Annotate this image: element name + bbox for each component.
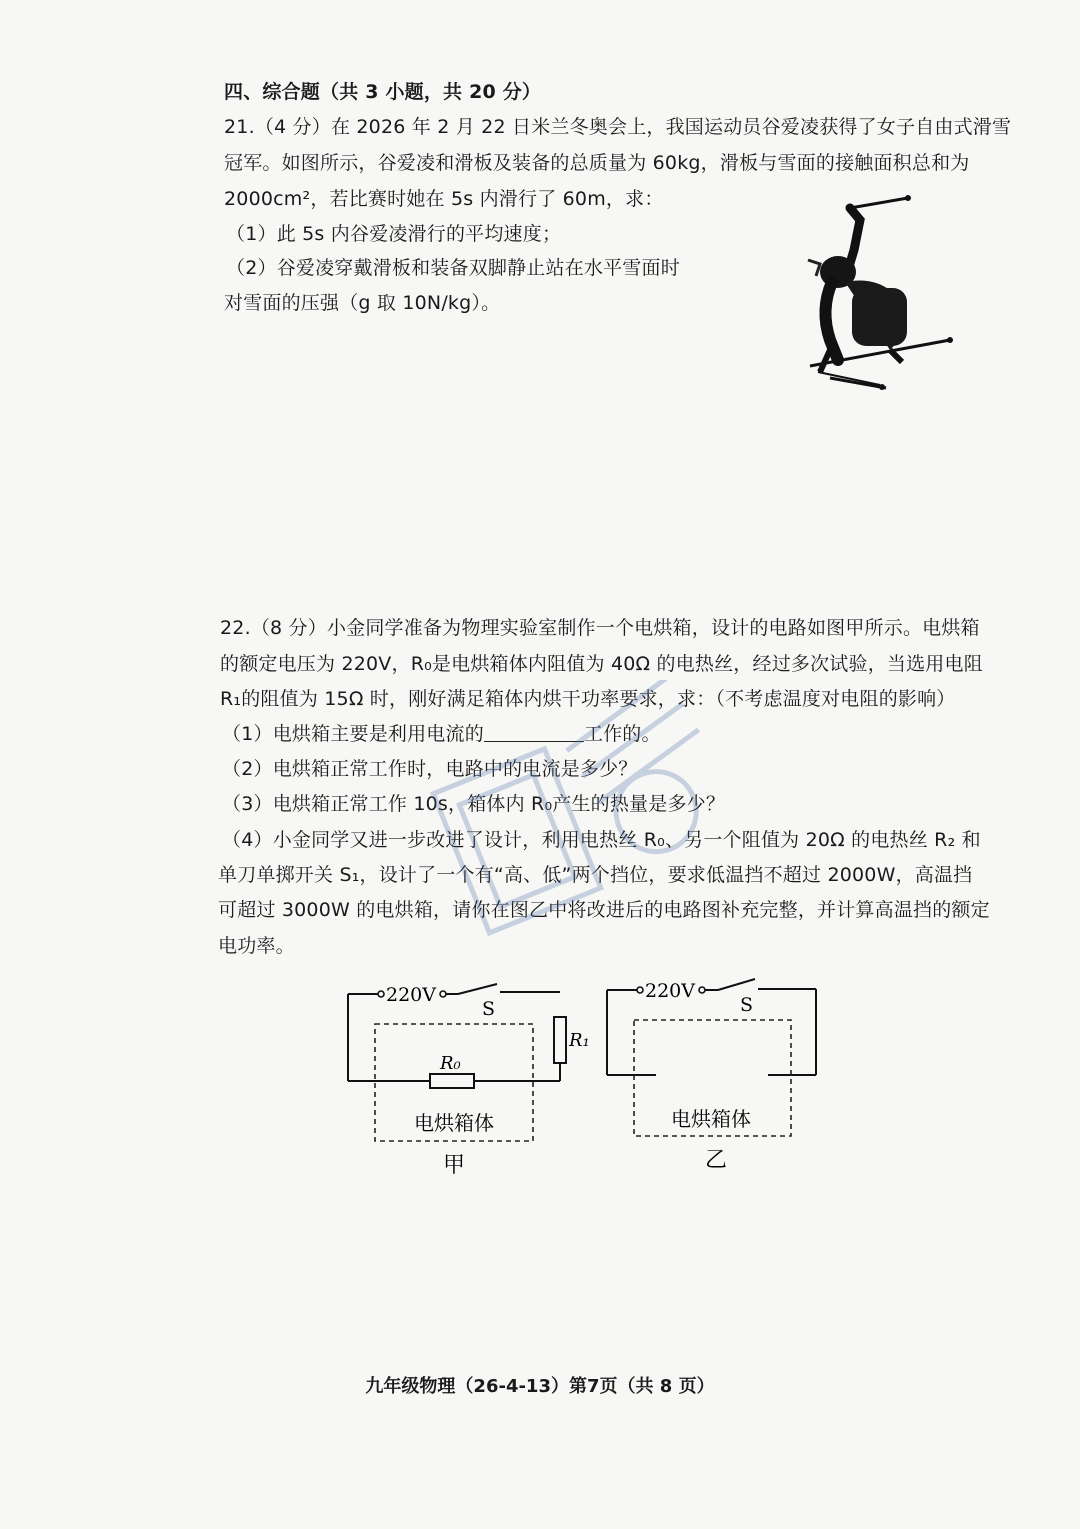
jia-voltage-label: 220V xyxy=(386,984,436,1006)
q22-sub-4-line-3: 可超过 3000W 的电烘箱，请你在图乙中将改进后的电路图补充完整，并计算高温挡的额定 xyxy=(218,899,990,921)
q21-sub-2a: （2）谷爱凌穿戴滑板和装备双脚静止站在水平雪面时 xyxy=(226,257,680,279)
jia-caption: 甲 xyxy=(442,1153,466,1178)
yi-voltage-label: 220V xyxy=(645,980,695,1002)
q22-sub-4-line-1: （4）小金同学又进一步改进了设计，利用电热丝 R₀、另一个阻值为 20Ω 的电热丝 R₂ 和 xyxy=(222,829,981,851)
yi-switch-label: S xyxy=(740,994,754,1016)
skier-figure xyxy=(790,190,970,395)
q21-line-1: 21.（4 分）在 2026 年 2 月 22 日米兰冬奥会上，我国运动员谷爱凌获得了女子自由式滑雪 xyxy=(224,116,1012,138)
jia-r0-resistor xyxy=(430,1074,474,1088)
q22-sub-4-line-2: 单刀单掷开关 S₁，设计了一个有“高、低”两个挡位，要求低温挡不超过 2000W，高温挡 xyxy=(218,864,973,886)
q22-sub-1-pre: （1）电烘箱主要是利用电流的 xyxy=(222,723,484,745)
jia-r1-label: R₁ xyxy=(569,1030,590,1051)
section-title: 四、综合题（共 3 小题，共 20 分） xyxy=(224,81,542,103)
q22-sub-1-post: 工作的。 xyxy=(583,723,661,745)
q22-line-3: R₁的阻值为 15Ω 时，刚好满足箱体内烘干功率要求，求：（不考虑温度对电阻的影响） xyxy=(220,688,956,710)
q22-line-2: 的额定电压为 220V，R₀是电烘箱体内阻值为 40Ω 的电热丝，经过多次试验，当选用电阻 xyxy=(220,653,983,675)
jia-r0-label: R₀ xyxy=(440,1053,461,1074)
q22-sub-3: （3）电烘箱正常工作 10s，箱体内 R₀产生的热量是多少？ xyxy=(222,793,726,815)
q21-line-3: 2000cm²，若比赛时她在 5s 内滑行了 60m，求： xyxy=(224,188,664,210)
q22-sub-1 xyxy=(222,722,661,746)
jia-box-label: 电烘箱体 xyxy=(414,1111,494,1135)
circuit-yi xyxy=(600,975,830,1185)
q22-sub-2: （2）电烘箱正常工作时，电路中的电流是多少？ xyxy=(222,758,638,780)
q22-sub-4-line-4: 电功率。 xyxy=(218,935,295,957)
yi-box-label: 电烘箱体 xyxy=(671,1107,751,1131)
q21-line-2: 冠军。如图所示，谷爱凌和滑板及装备的总质量为 60kg，滑板与雪面的接触面积总和为 xyxy=(224,152,970,174)
jia-switch-label: S xyxy=(482,998,496,1020)
q21-sub-2b: 对雪面的压强（g 取 10N/kg）。 xyxy=(224,292,501,314)
q21-sub-1: （1）此 5s 内谷爱凌滑行的平均速度； xyxy=(226,223,562,245)
jia-switch xyxy=(458,984,497,994)
jia-r1-resistor xyxy=(554,1017,566,1063)
circuit-jia xyxy=(340,975,600,1180)
answer-blank[interactable] xyxy=(484,723,584,742)
yi-caption: 乙 xyxy=(704,1148,728,1173)
yi-switch xyxy=(718,979,755,990)
page-footer: 九年级物理（26-4-13）第7页（共 8 页） xyxy=(365,1376,715,1397)
q22-line-1: 22.（8 分）小金同学准备为物理实验室制作一个电烘箱，设计的电路如图甲所示。电烘箱 xyxy=(220,617,980,639)
